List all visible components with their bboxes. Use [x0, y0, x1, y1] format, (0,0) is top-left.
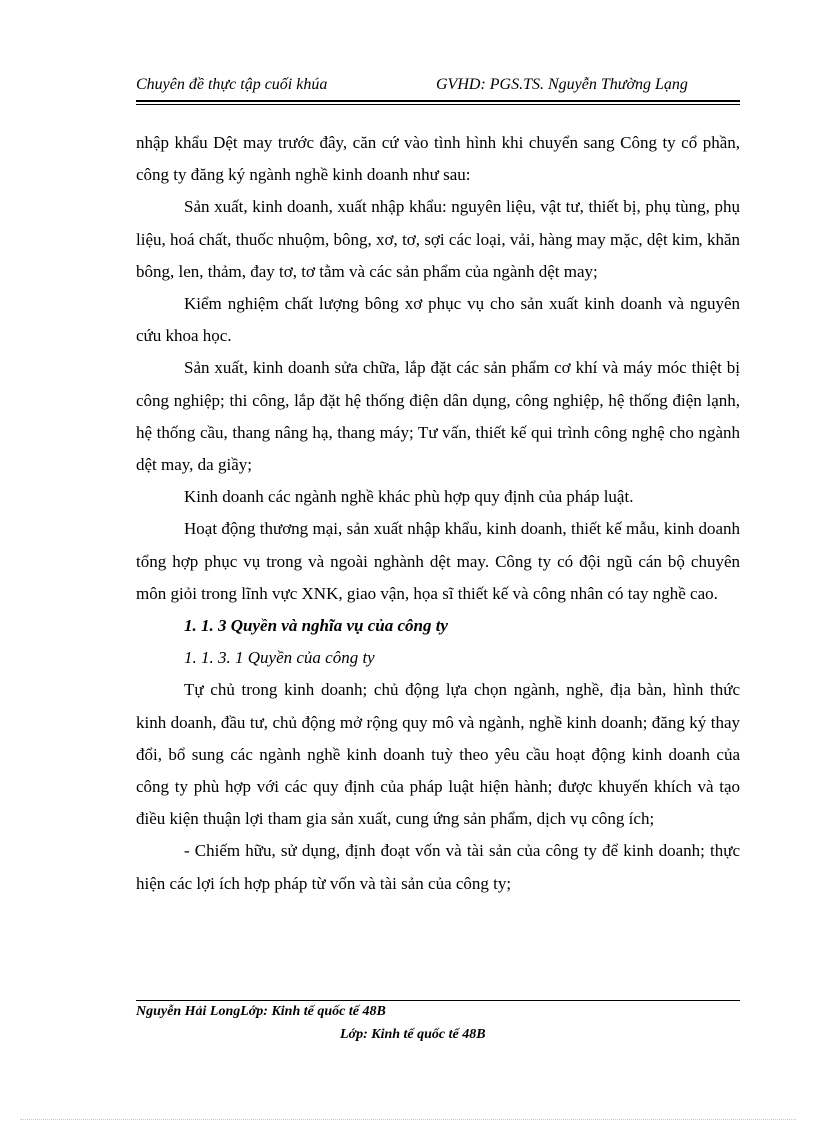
header-supervisor: GVHD: PGS.TS. Nguyễn Thường Lạng [436, 76, 688, 93]
paragraph: - Chiếm hữu, sử dụng, định đoạt vốn và tài sản của công ty để kinh doanh; thực hiện các lợi ích hợp pháp từ vốn và tài sản của công ty; [136, 841, 740, 893]
page-bottom-border [20, 1119, 796, 1120]
subsection-heading: 1. 1. 3. 1 Quyền của công ty [184, 648, 375, 668]
header-divider-thin [136, 104, 740, 105]
footer-class: Lớp: Kinh tế quốc tế 48B [340, 1027, 486, 1042]
paragraph: Sản xuất, kinh doanh sửa chữa, lắp đặt các sản phẩm cơ khí và máy móc thiệt bị công nghiệp; thi công, lắp đặt hệ thống điện dân dụng, công nghiệp, hệ thống điện lạnh, hệ thống cầu, thang nâng hạ, thang máy; Tư vấn, thiết kế qui trình công nghệ cho ngành dệt may, da giầy; [136, 358, 740, 475]
header-document-title: Chuyên đề thực tập cuối khúa [136, 76, 328, 93]
footer-divider [136, 1000, 740, 1001]
paragraph: Kiểm nghiệm chất lượng bông xơ phục vụ cho sản xuất kinh doanh và nguyên cứu khoa học. [136, 294, 740, 346]
page-header [136, 74, 740, 100]
paragraph: Hoạt động thương mại, sản xuất nhập khẩu, kinh doanh, thiết kế mẫu, kinh doanh tổng hợp phục vụ trong và ngoài nghành dệt may. Công ty có đội ngũ cán bộ chuyên môn giỏi trong lĩnh vực XNK, giao vận, họa sĩ thiết kế và công nhân có tay nghề cao. [136, 519, 740, 603]
page-body [136, 127, 740, 900]
header-divider [136, 100, 740, 102]
paragraph: Sản xuất, kinh doanh, xuất nhập khẩu: nguyên liệu, vật tư, thiết bị, phụ tùng, phụ liệu, hoá chất, thuốc nhuộm, bông, xơ, tơ, sợi các loại, vải, hàng may mặc, dệt kim, khăn bông, len, thảm, đay tơ, tơ tằm và các sản phẩm của ngành dệt may; [136, 197, 740, 281]
footer-author: Nguyễn Hải LongLớp: Kinh tế quốc tế 48B [136, 1004, 386, 1019]
paragraph: nhập khẩu Dệt may trước đây, căn cứ vào tình hình khi chuyển sang Công ty cổ phần, công ty đăng ký ngành nghề kinh doanh như sau: [136, 133, 740, 185]
paragraph: Tự chủ trong kinh doanh; chủ động lựa chọn ngành, nghề, địa bàn, hình thức kinh doanh, đầu tư, chủ động mở rộng quy mô và ngành, nghề kinh doanh; đăng ký thay đổi, bổ sung các ngành nghề kinh doanh tuỳ theo yêu cầu hoạt động kinh doanh của công ty phù hợp với các quy định của pháp luật hiện hành; được khuyến khích và tạo điều kiện thuận lợi tham gia sản xuất, cung ứng sản phẩm, dịch vụ công ích; [136, 680, 740, 829]
paragraph: Kinh doanh các ngành nghề khác phù hợp quy định của pháp luật. [184, 487, 634, 507]
section-heading: 1. 1. 3 Quyền và nghĩa vụ của công ty [184, 616, 448, 636]
